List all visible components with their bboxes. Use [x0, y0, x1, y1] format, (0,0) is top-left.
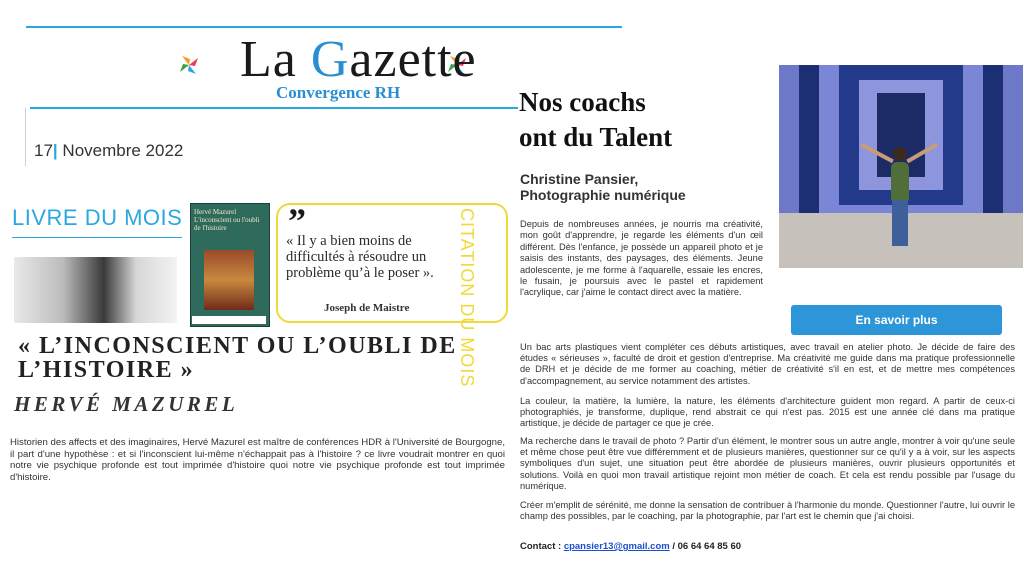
book-author: HERVÉ MAZUREL — [14, 392, 239, 416]
citation-author: Joseph de Maistre — [324, 302, 410, 314]
quote-mark-icon: ” — [288, 201, 306, 241]
coach-paragraph: La couleur, la matière, la lumière, la nature, les éléments d'architecture guident mon regard. A partir de ceux-ci photographiés, je transforme, duplique, rend abstrait ce qui n'est pas. 2015 est une année clé dans ma pratique artistique, je décide de partager ce que je crée. — [520, 396, 1015, 429]
book-headline: « L’INCONSCIENT OU L’OUBLI DE L’HISTOIRE » — [18, 333, 457, 383]
book-cover-footer — [192, 316, 266, 324]
book-cover-illustration — [204, 250, 254, 310]
coach-section-title — [519, 85, 672, 155]
coach-paragraph: Créer m'emplit de sérénité, me donne la sensation de contribuer à l'harmonie du monde. Questionner l'autre, lui ouvrir le champ des possibles, par le coaching, par la photographie, par l'art est le chemin que j'ai choisi. — [520, 500, 1015, 522]
header-bottom-rule — [30, 107, 518, 109]
coach-paragraph: Un bac arts plastiques vient compléter ces débuts artistiques, avec travail en atelier photo. Je décide de faire des études « sérieuses », faculté de droit et gestion d'entreprise. Ma créativité me guide dans ma pratique professionnelle de DRH et je décide de me former au coaching, métier de créativité s'il en est, et de mettre mes compétences d'accompagnement, au service notamment des artistes. — [520, 342, 1015, 386]
coach-intro-text: Depuis de nombreuses années, je nourris ma créativité, mon goût d'apprendre, je regarde les éléments d'un œil différent. Dès l'enfance, je possède un appareil photo et je saisis des instants, des paysages, des éléments. Jeune adolescente, je me forme à l'aquarelle, essaie les encres, le fusain, je poursuis avec le pastel et rapidement l'acrylique, car j'aime le contact direct avec la matière. — [520, 219, 763, 298]
citation-du-mois-label: CITATION DU MOIS — [457, 208, 477, 388]
author-photo — [14, 257, 177, 323]
masthead-subtitle: Convergence RH — [276, 83, 401, 102]
coach-title-line: Nos coachs — [519, 87, 646, 117]
masthead-title: La Gazette — [240, 31, 477, 88]
contact-email-link[interactable]: cpansier13@gmail.com — [563, 541, 670, 552]
contact-label: Contact : — [520, 541, 562, 552]
header-top-rule — [26, 26, 622, 28]
citation-text: « Il y a bien moins de difficultés à résoudre un problème qu’à le poser ». — [286, 233, 434, 281]
coach-role: Photographie numérique — [520, 187, 686, 203]
coach-paragraph: Ma recherche dans le travail de photo ? Partir d'un élément, le montrer sous un autre angle, montrer à voir qu'une seule et même chose peut être vue différemment et de plusieurs manières, questionner sur ce qu'il y a à voir, sur les aspects symboliques d'un sujet, une situation peut être abordée de plusieurs manières, ouvrir plusieurs opportunités et solutions. Voilà en quoi mon travail artistique rejoint mon métier de coach. Et cela est rendu possible par l'usage du numérique. — [520, 436, 1015, 491]
coach-title-line: ont du Talent — [519, 122, 673, 152]
en-savoir-plus-button[interactable]: En savoir plus — [791, 305, 1002, 335]
coach-photo — [779, 65, 1023, 268]
livre-du-mois-heading: LIVRE DU MOIS — [12, 205, 183, 230]
livre-heading-rule — [12, 237, 182, 238]
book-cover-text: Hervé Mazurel L'inconscient ou l'oubli de l'histoire — [194, 208, 260, 232]
coach-name: Christine Pansier, — [520, 171, 639, 187]
contact-line — [520, 541, 741, 552]
coach-name-block — [520, 171, 686, 203]
header-left-divider — [25, 108, 26, 166]
issue-date: 17| Novembre 2022 — [34, 141, 184, 160]
book-description: Historien des affects et des imaginaires, Hervé Mazurel est maître de conférences HDR à l'Université de Bourgogne, il part d'une hypothèse : et si l'inconscient lui-même n'échappait pas à l'histoire ? ce livre voudrait montrer en quoi notre vie psychique profonde est tout imprimée d'histoire quoi notre vie psychique profonde est tout imprimée d'histoire. — [10, 437, 505, 483]
pinwheel-logo-icon — [178, 54, 200, 76]
contact-phone: / 06 64 64 85 60 — [669, 541, 742, 552]
